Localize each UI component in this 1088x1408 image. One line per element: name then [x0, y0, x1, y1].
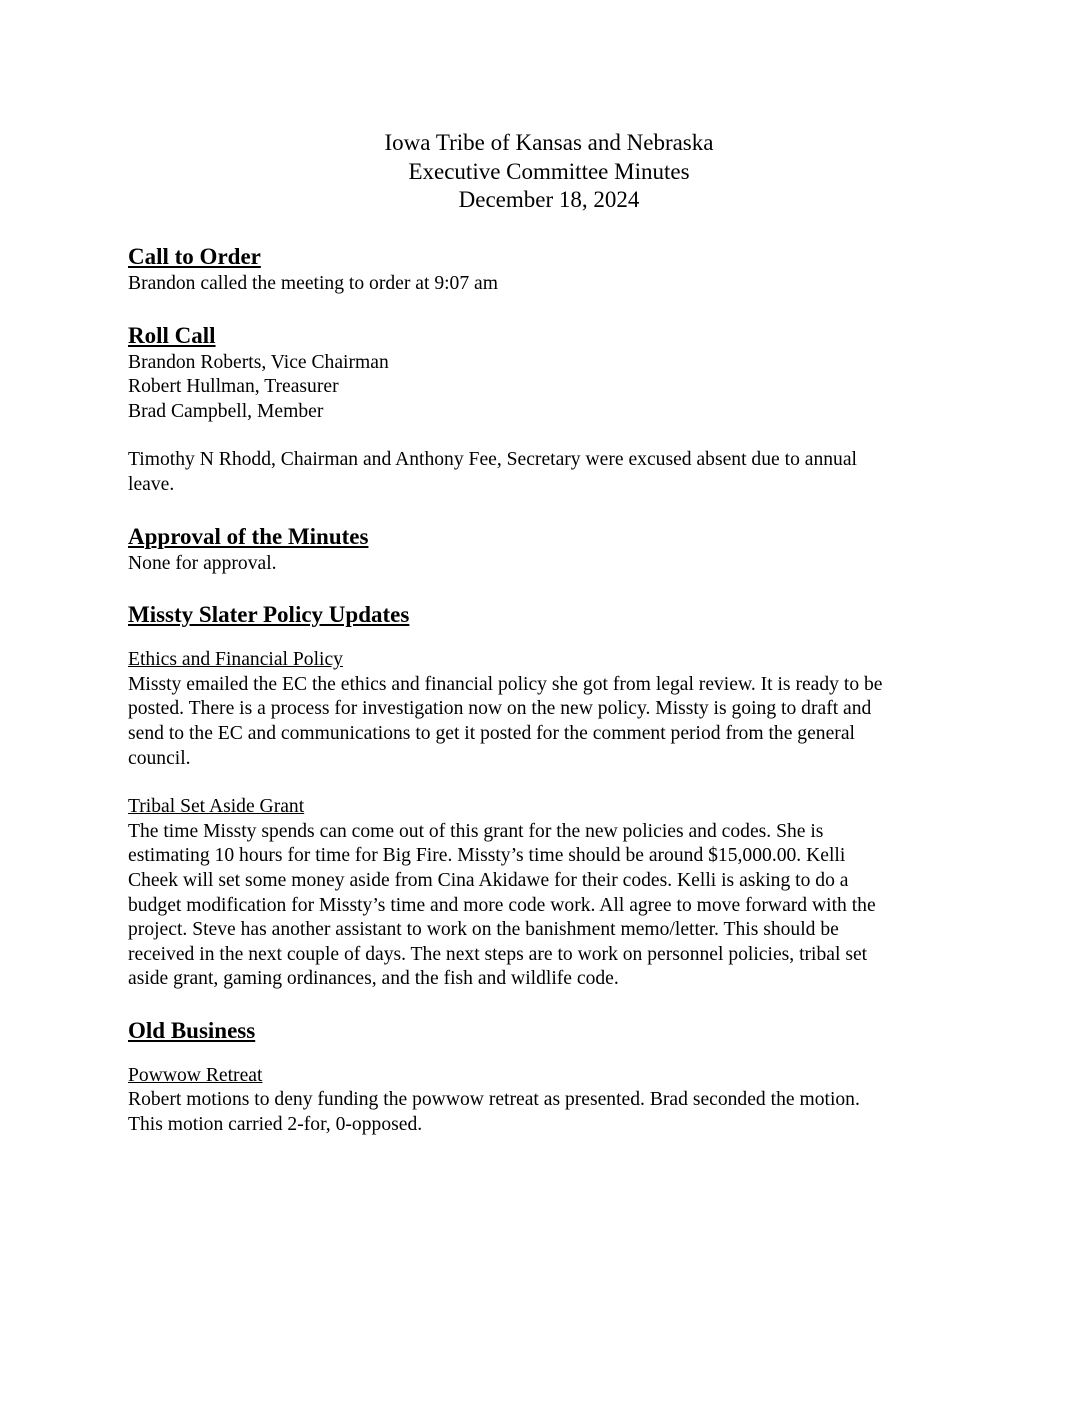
absent-members-line: leave.: [128, 473, 175, 495]
powwow-retreat-block: [128, 1064, 968, 1138]
paragraph-line: Missty emailed the EC the ethics and financial policy she got from legal review. It is ready to be: [128, 673, 883, 695]
roll-call-member: Robert Hullman, Treasurer: [128, 376, 339, 398]
paragraph-line: council.: [128, 747, 191, 769]
set-aside-grant-subheading: Tribal Set Aside Grant: [128, 796, 305, 818]
call-to-order-text: Brandon called the meeting to order at 9:07 am: [128, 273, 498, 294]
organization-name: Iowa Tribe of Kansas and Nebraska: [384, 130, 714, 155]
set-aside-grant-block: [128, 795, 968, 992]
approval-text: None for approval.: [128, 552, 277, 574]
section-approval-of-minutes: [128, 522, 968, 577]
roll-call-member: Brad Campbell, Member: [128, 400, 324, 422]
absent-members-line: Timothy N Rhodd, Chairman and Anthony Fee, Secretary were excused absent due to annual: [128, 449, 857, 471]
document-body: [128, 242, 968, 1138]
paragraph-line: received in the next couple of days. The next steps are to work on personnel policies, tribal set: [128, 943, 868, 965]
call-to-order-heading: Call to Order: [128, 244, 261, 269]
paragraph-line: aside grant, gaming ordinances, and the fish and wildlife code.: [128, 968, 619, 990]
powwow-retreat-subheading: Powwow Retreat: [128, 1064, 263, 1086]
paragraph-line: estimating 10 hours for time for Big Fire. Missty’s time should be around $15,000.00. Kelli: [128, 845, 846, 867]
approval-heading: Approval of the Minutes: [128, 523, 369, 549]
section-call-to-order: [128, 242, 968, 297]
old-business-heading: Old Business: [128, 1017, 256, 1043]
document-title: Executive Committee Minutes: [408, 158, 690, 184]
meeting-date: December 18, 2024: [458, 187, 640, 212]
ethics-policy-block: [128, 648, 968, 771]
paragraph-line: Cheek will set some money aside from Cina Akidawe for their codes. Kelli is asking to do a: [128, 869, 849, 891]
section-policy-updates: [128, 600, 968, 992]
roll-call-heading: Roll Call: [128, 322, 216, 348]
ethics-policy-subheading: Ethics and Financial Policy: [128, 649, 343, 671]
paragraph-line: project. Steve has another assistant to work on the banishment memo/letter. This should be: [128, 919, 839, 941]
document-header: [0, 129, 1088, 215]
paragraph-line: posted. There is a process for investigation now on the new policy. Missty is going to draft and: [128, 698, 872, 720]
paragraph-line: This motion carried 2-for, 0-opposed.: [128, 1114, 423, 1136]
paragraph-line: Robert motions to deny funding the powwow retreat as presented. Brad seconded the motion.: [128, 1089, 860, 1111]
policy-updates-heading: Missty Slater Policy Updates: [128, 602, 410, 628]
paragraph-line: send to the EC and communications to get it posted for the comment period from the general: [128, 722, 855, 744]
paragraph-line: budget modification for Missty’s time and more code work. All agree to move forward with the: [128, 894, 876, 916]
section-old-business: [128, 1016, 968, 1138]
paragraph-line: The time Missty spends can come out of this grant for the new policies and codes. She is: [128, 820, 824, 842]
roll-call-member: Brandon Roberts, Vice Chairman: [128, 351, 389, 373]
section-roll-call: [128, 321, 968, 498]
